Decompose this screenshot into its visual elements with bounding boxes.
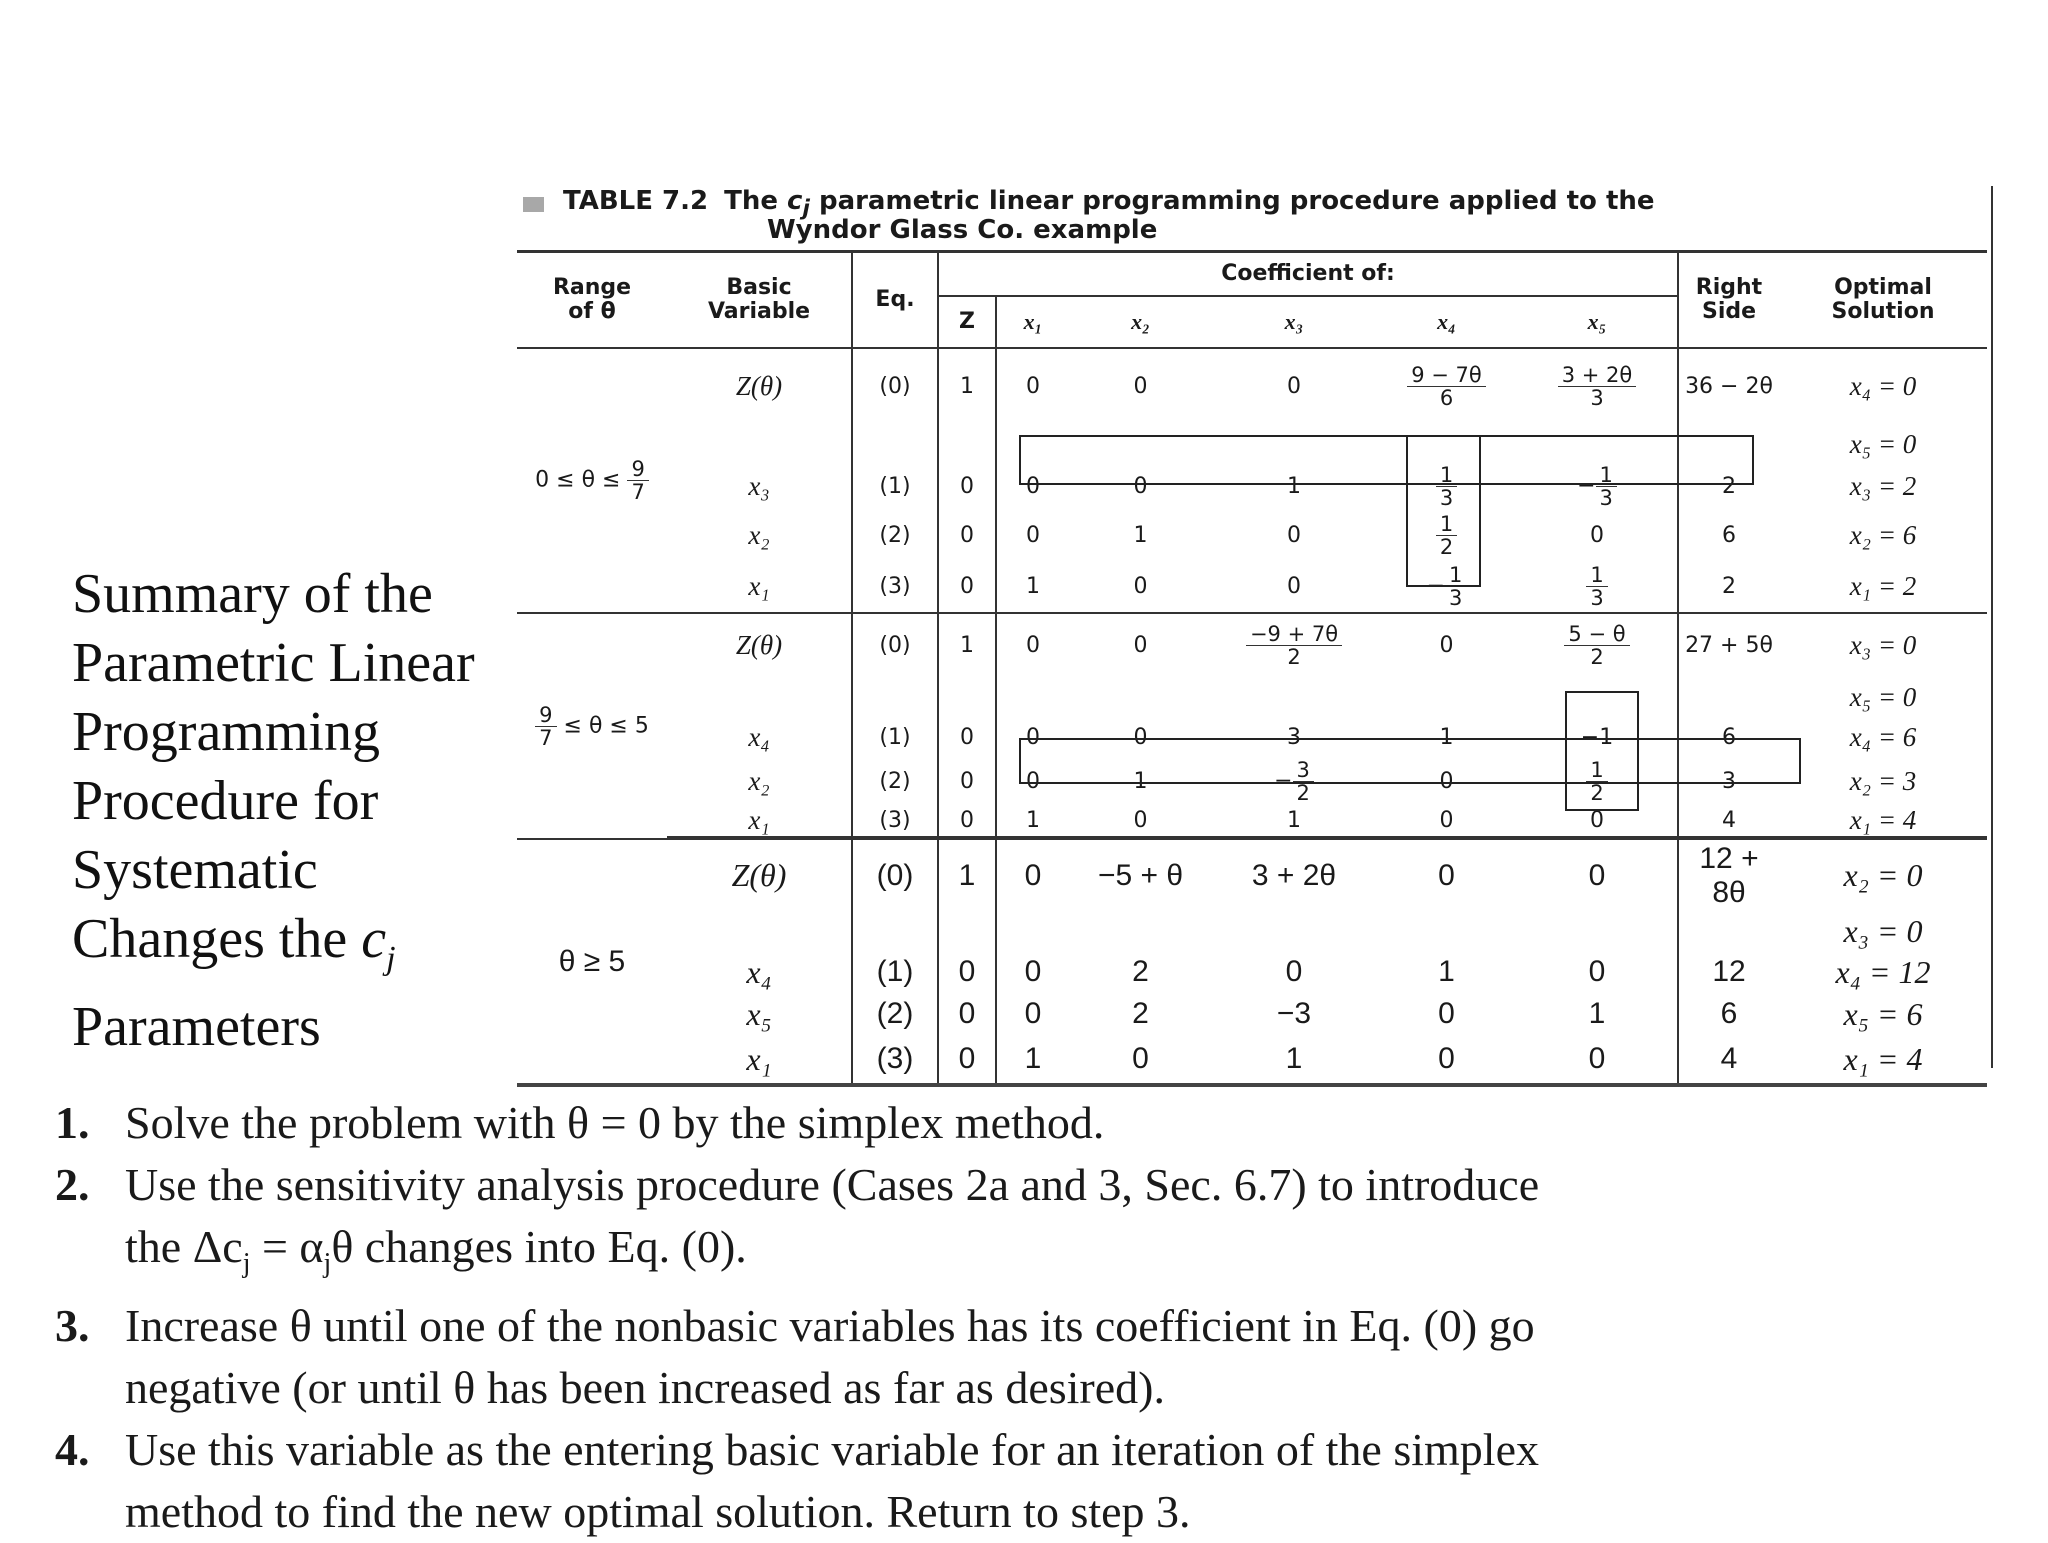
opt-cell: x₅ = 0	[1849, 428, 1917, 459]
caption-cj-sub: j	[802, 196, 810, 222]
rhs-cell: 6	[1678, 509, 1779, 561]
z-cell: 1	[938, 348, 996, 424]
fraction-num: 1	[1445, 564, 1466, 587]
col-header-optimal	[1779, 253, 1987, 348]
x5-cell	[1517, 464, 1678, 509]
range-cell	[517, 348, 667, 613]
fraction-den: 3	[1449, 586, 1463, 610]
fraction	[1436, 513, 1457, 558]
x2-cell: −5 + θ	[1097, 858, 1184, 892]
table-row	[517, 561, 1987, 613]
z-cell: 1	[938, 839, 996, 911]
header-text: Side	[1701, 299, 1757, 324]
x5-cell: −1	[1580, 724, 1614, 750]
fraction	[1558, 364, 1637, 409]
step-number: 2.	[55, 1159, 90, 1210]
fraction-den: 2	[1590, 645, 1604, 669]
col-header-coefficient: Coefficient of:	[938, 253, 1678, 296]
x3-cell: 0	[1285, 955, 1303, 988]
x2-cell: 0	[1069, 1035, 1212, 1085]
step-text: Use the sensitivity analysis procedure (Cases 2a and 3, Sec. 6.7) to introduce	[125, 1159, 1540, 1210]
range-cell: θ ≥ 5	[517, 839, 667, 1085]
x2-cell: 0	[1133, 374, 1148, 399]
fraction	[535, 704, 556, 749]
fraction	[627, 458, 648, 503]
fraction	[1246, 623, 1342, 668]
header-text: Range	[552, 275, 632, 300]
step-text: Use this variable as the entering basic variable for an iteration of the simplex	[125, 1424, 1540, 1476]
fraction-num: 5 − θ	[1564, 623, 1629, 646]
col-header-x5: x₅	[1517, 296, 1678, 348]
table-row	[517, 677, 1987, 717]
fraction	[1564, 623, 1629, 668]
table-row	[517, 757, 1987, 805]
fraction-den: 2	[1590, 780, 1604, 805]
x1-cell: 0	[996, 757, 1069, 805]
x4-cell: 0	[1439, 768, 1454, 794]
rhs-cell: 4	[1678, 1035, 1779, 1085]
caption-line-2: Wyndor Glass Co. example	[767, 215, 1158, 245]
x3-cell: 0	[1287, 374, 1301, 399]
x4-cell	[1376, 509, 1517, 561]
basic-var: x₁	[667, 805, 852, 837]
header-text: Variable	[707, 299, 811, 324]
x4-cell: 0	[1376, 1035, 1517, 1085]
eq-num: (2)	[852, 757, 938, 805]
x1-cell: 0	[996, 509, 1069, 561]
x3-cell	[1212, 613, 1376, 677]
caption-cj-var: c	[787, 186, 803, 216]
cj-sub: j	[386, 940, 396, 978]
rhs-cell: 27 + 5θ	[1678, 613, 1779, 677]
x5-cell: 0	[1517, 1035, 1678, 1085]
fraction-den: 2	[1296, 780, 1310, 805]
opt-cell: x₅ = 0	[1849, 681, 1917, 712]
fraction-num: 1	[1436, 464, 1457, 487]
x3-cell: 1	[1212, 1035, 1376, 1085]
header-text: Optimal	[1834, 275, 1932, 300]
col-header-eq: Eq.	[852, 253, 938, 348]
fraction-den: 3	[1590, 586, 1604, 610]
x3-cell: 3 + 2θ	[1251, 858, 1337, 892]
fraction-num: −9 + 7θ	[1246, 623, 1342, 646]
x5-cell	[1517, 757, 1678, 805]
opt-cell: x₃ = 0	[1849, 630, 1917, 660]
side-title-line	[72, 905, 502, 993]
basic-var: Z(θ)	[735, 630, 783, 660]
step-text	[125, 1216, 1955, 1295]
step-text-part: = α	[250, 1221, 324, 1272]
basic-var: x₁	[667, 561, 852, 613]
col-header-x2: x₂	[1069, 296, 1212, 348]
step-number: 1.	[55, 1097, 90, 1148]
rhs-cell: 6	[1678, 993, 1779, 1035]
x2-cell: 2	[1132, 955, 1149, 988]
step-text: negative (or until θ has been increased as far as desired).	[125, 1362, 1165, 1414]
col-header-basic	[667, 253, 852, 348]
opt-cell: x₁ = 4	[1779, 1035, 1987, 1085]
x5-cell: 1	[1588, 997, 1606, 1030]
rhs-cell: 12	[1678, 951, 1779, 993]
basic-var: x₅	[746, 995, 772, 1032]
opt-cell: x₃ = 0	[1843, 912, 1923, 949]
x2-cell: 2	[1132, 997, 1149, 1030]
step-text: Increase θ until one of the nonbasic variables has its coefficient in Eq. (0) go	[125, 1300, 1535, 1352]
rhs-cell: 6	[1678, 717, 1779, 757]
eq-num: (3)	[852, 805, 938, 837]
z-cell: 0	[938, 1035, 996, 1085]
rhs-cell: 2	[1678, 464, 1779, 509]
z-cell: 0	[938, 805, 996, 837]
step-item	[55, 1092, 1955, 1154]
header-text: of θ	[568, 299, 616, 324]
fraction-den: 6	[1439, 386, 1454, 410]
header-text: Solution	[1831, 299, 1935, 324]
table-row	[517, 348, 1987, 424]
x1-cell: 1	[996, 561, 1069, 613]
x1-cell: 0	[996, 951, 1069, 993]
z-cell: 0	[938, 951, 996, 993]
opt-cell: x₂ = 3	[1849, 765, 1917, 796]
opt-cell: x₂ = 6	[1849, 519, 1917, 550]
x2-cell: 0	[1069, 805, 1212, 837]
step-text-part: θ changes into Eq. (0).	[331, 1221, 747, 1272]
x5-cell	[1517, 348, 1678, 424]
fraction	[1407, 364, 1486, 409]
x4-cell: 0	[1376, 805, 1517, 837]
eq-num: (2)	[852, 509, 938, 561]
caption-square-icon	[523, 197, 544, 212]
header-text: Right	[1695, 275, 1763, 300]
x1-cell: 0	[996, 717, 1069, 757]
opt-cell: x₄ = 12	[1835, 953, 1931, 990]
basic-var: x₂	[748, 519, 770, 550]
x5-cell: 0	[1590, 522, 1604, 548]
col-header-rhs	[1678, 253, 1779, 348]
x1-cell: 1	[996, 805, 1069, 837]
range-cell	[517, 613, 667, 839]
x2-cell: 0	[1133, 474, 1148, 499]
eq-num: (3)	[852, 561, 938, 613]
step-item	[55, 1154, 1955, 1295]
cj-var: c	[361, 908, 387, 970]
fraction-num: 9 − 7θ	[1407, 364, 1486, 387]
x1-cell: 0	[996, 464, 1069, 509]
side-title-line: Systematic	[72, 839, 318, 901]
x4-cell	[1376, 561, 1517, 613]
x2-cell: 1	[1133, 522, 1148, 548]
x1-cell: 0	[996, 348, 1069, 424]
step-number: 3.	[55, 1300, 90, 1352]
step-item	[55, 1419, 1955, 1543]
fraction-den: 7	[539, 725, 553, 750]
eq-num: (2)	[852, 993, 938, 1035]
fraction-den: 3	[1439, 486, 1454, 510]
range-text: 0 ≤ θ ≤	[535, 467, 621, 493]
step-item	[55, 1295, 1955, 1419]
opt-cell: x₄ = 6	[1849, 721, 1917, 752]
z-cell: 0	[938, 464, 996, 509]
caption-text: The	[724, 186, 788, 216]
basic-var: Z(θ)	[731, 857, 787, 893]
rhs-cell: 4	[1678, 805, 1779, 837]
step-number: 4.	[55, 1424, 90, 1476]
opt-cell: x₁ = 4	[1779, 805, 1987, 837]
fraction-num: 9	[627, 458, 648, 481]
opt-cell: x₅ = 6	[1843, 995, 1923, 1032]
rhs-cell: 2	[1678, 561, 1779, 613]
fraction-den: 2	[1439, 534, 1454, 559]
x1-cell: 1	[996, 1035, 1069, 1085]
table-row	[517, 805, 1987, 837]
col-header-x3: x₃	[1212, 296, 1376, 348]
fraction-num: 1	[1436, 513, 1457, 536]
table-row	[517, 951, 1987, 993]
cj-symbol	[361, 908, 396, 978]
x1-cell: 0	[996, 993, 1069, 1035]
x3-cell: 0	[1212, 561, 1376, 613]
x3-cell: 1	[1287, 474, 1301, 499]
basic-var: x₄	[746, 953, 772, 990]
step-text-part: the Δc	[125, 1221, 243, 1272]
x4-cell: 0	[1439, 633, 1454, 658]
x4-cell	[1376, 464, 1517, 509]
table-row	[517, 509, 1987, 561]
x3-cell: −3	[1276, 997, 1312, 1030]
side-title-text: Changes the	[72, 908, 362, 970]
eq-num: (0)	[852, 613, 938, 677]
side-title-line: Summary of the	[72, 563, 433, 625]
parametric-table	[517, 250, 1987, 1087]
fraction-num: 9	[535, 704, 556, 727]
fraction-den: 7	[631, 480, 645, 504]
x4-cell: 1	[1438, 955, 1455, 988]
minus-sign: −	[1577, 473, 1596, 499]
table-row	[517, 839, 1987, 911]
x3-cell: 3	[1287, 724, 1301, 750]
eq-num: (0)	[852, 348, 938, 424]
opt-cell: x₃ = 2	[1849, 471, 1917, 501]
fraction	[1445, 564, 1466, 609]
x4-cell	[1376, 348, 1517, 424]
x4-cell: 0	[1438, 858, 1455, 892]
table-row	[517, 993, 1987, 1035]
x3-cell: 0	[1287, 522, 1301, 548]
procedure-steps	[55, 1092, 1955, 1543]
z-cell: 1	[938, 613, 996, 677]
z-cell: 0	[938, 717, 996, 757]
x4-cell: 1	[1439, 724, 1454, 750]
rhs-cell: 12 + 8θ	[1678, 839, 1779, 911]
fraction	[1293, 759, 1314, 804]
basic-var: x₁	[667, 1035, 852, 1085]
x2-cell: 1	[1133, 768, 1148, 794]
x4-cell: 0	[1438, 997, 1455, 1030]
x1-cell: 0	[996, 613, 1069, 677]
x2-cell: 0	[1133, 633, 1148, 658]
header-row-1	[517, 253, 1987, 296]
step-sub: j	[323, 1248, 332, 1280]
col-header-x4: x₄	[1376, 296, 1517, 348]
table-row	[517, 911, 1987, 951]
minus-sign: −	[1274, 768, 1293, 793]
x3-cell: 1	[1212, 805, 1376, 837]
header-text: Basic	[726, 275, 792, 300]
x5-cell: 0	[1588, 858, 1606, 892]
x5-cell: 0	[1588, 955, 1606, 988]
rhs-cell: 36 − 2θ	[1678, 348, 1779, 424]
table-row	[517, 613, 1987, 677]
caption-text: parametric linear programming procedure applied to the	[809, 186, 1655, 216]
side-title	[72, 560, 502, 1062]
opt-cell: x₁ = 2	[1779, 561, 1987, 613]
fraction	[1586, 564, 1607, 609]
fraction-num: 1	[1586, 759, 1607, 782]
fraction-num: 3 + 2θ	[1558, 364, 1637, 387]
range-text: ≤ θ ≤ 5	[563, 713, 649, 738]
fraction	[1586, 759, 1607, 804]
x5-cell	[1517, 561, 1678, 613]
side-title-line: Parametric Linear	[72, 632, 475, 694]
table-number: TABLE 7.2	[563, 186, 709, 216]
fraction-num: 1	[1586, 564, 1607, 587]
opt-cell: x₄ = 0	[1849, 371, 1917, 401]
eq-num: (0)	[852, 839, 938, 911]
z-cell: 0	[938, 993, 996, 1035]
fraction-num: 1	[1596, 464, 1617, 487]
step-text: Solve the problem with θ = 0 by the simplex method.	[125, 1097, 1105, 1148]
x2-cell: 0	[1133, 724, 1148, 750]
minus-sign: −	[1426, 573, 1446, 599]
basic-var: Z(θ)	[735, 371, 783, 401]
col-header-z: Z	[938, 296, 996, 348]
eq-num: (1)	[852, 464, 938, 509]
rhs-cell: 3	[1678, 757, 1779, 805]
col-header-x1: x₁	[996, 296, 1069, 348]
basic-var: x₂	[748, 765, 770, 796]
eq-num: (3)	[852, 1035, 938, 1085]
fraction-num: 3	[1293, 759, 1314, 782]
step-sub: j	[242, 1248, 251, 1280]
fraction	[1596, 464, 1617, 509]
z-cell: 0	[938, 561, 996, 613]
eq-num: (1)	[852, 717, 938, 757]
basic-var: x₄	[748, 721, 770, 752]
fraction-den: 3	[1599, 486, 1613, 510]
table-figure	[517, 186, 2010, 1076]
x3-cell	[1212, 757, 1376, 805]
table-row	[517, 1035, 1987, 1085]
x1-cell: 0	[996, 839, 1069, 911]
fraction-den: 2	[1287, 645, 1301, 669]
table-row	[517, 717, 1987, 757]
z-cell: 0	[938, 509, 996, 561]
table-row	[517, 424, 1987, 464]
table-right-rule	[1991, 186, 1993, 1068]
x2-cell: 0	[1069, 561, 1212, 613]
z-cell: 0	[938, 757, 996, 805]
side-title-line: Procedure for	[72, 770, 379, 832]
fraction-den: 3	[1590, 386, 1604, 410]
fraction	[1436, 464, 1457, 509]
eq-num: (1)	[852, 951, 938, 993]
x5-cell	[1517, 613, 1678, 677]
side-title-line: Programming	[72, 701, 380, 763]
table-row	[517, 464, 1987, 509]
x5-cell: 0	[1517, 805, 1678, 837]
opt-cell: x₂ = 0	[1843, 857, 1923, 893]
col-header-range	[517, 253, 667, 348]
side-title-line: Parameters	[72, 996, 321, 1059]
step-text: method to find the new optimal solution. Return to step 3.	[125, 1486, 1191, 1538]
basic-var: x₃	[748, 471, 770, 501]
caption-cj	[787, 186, 810, 222]
